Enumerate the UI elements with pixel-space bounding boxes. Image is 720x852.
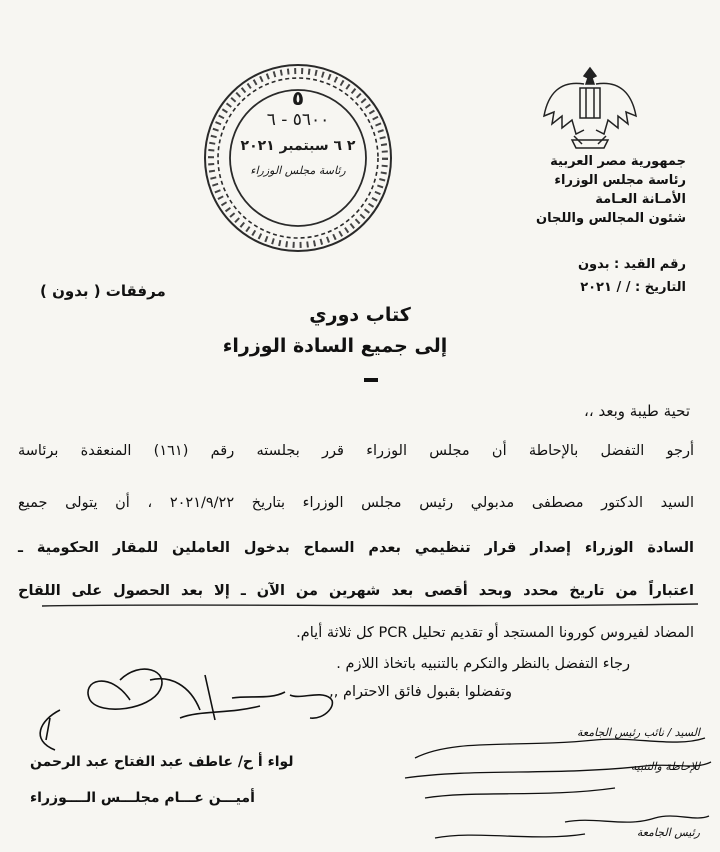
closing-line: وتفضلوا بقبول فائق الاحترام ,, [329, 684, 512, 700]
stamp-number: ٥٦٠٠ - ٦ [266, 110, 330, 130]
title-divider [364, 378, 378, 382]
body-line-2: السيد الدكتور مصطفى مدبولي رئيس مجلس الوزراء بتاريخ ٢٠٢١/٩/٢٢ ، أن يتولى جميع [18, 495, 694, 511]
body-line-3: السادة الوزراء إصدار قرار تنظيمي بعدم السماح بدخول العاملين للمقار الحكومية ـ [18, 540, 694, 556]
handwritten-note-1: السيد / نائب رئيس الجامعة [577, 726, 700, 739]
stamp-date: ٢ ٦ سبتمبر ٢٠٢١ [240, 138, 356, 154]
greeting: تحية طيبة وبعد ،، [584, 402, 690, 420]
header-line-cabinet: رئاسة مجلس الوزراء [554, 173, 686, 188]
circular-title: كتاب دوري [309, 304, 411, 326]
attachments-label: مرفقات ( بدون ) [40, 282, 166, 300]
underline-mark [40, 600, 700, 610]
header-line-department: شئون المجالس واللجان [535, 211, 686, 226]
body-line-6: رجاء التفضل بالنظر والتكرم بالتنبيه باتخاذ اللازم . [336, 656, 630, 672]
handwritten-note-2: للإحاطة والتنبيه [630, 760, 700, 773]
issuer-header [466, 152, 686, 228]
header-line-country: جمهورية مصر العربية [550, 154, 686, 169]
letter-date: التاريخ : / / ٢٠٢١ [580, 280, 686, 295]
body-line-4: اعتباراً من تاريخ محدد وبحد أقصى بعد شهرين من الآن ـ إلا بعد الحصول على اللقاح [18, 583, 694, 599]
stamp-number-top: ٥ [291, 86, 305, 110]
body-line-1: أرجو التفضل بالإحاطة أن مجلس الوزراء قرر بجلسته رقم (١٦١) المنعقدة برئاسة [18, 443, 695, 459]
record-number: رقم القيد : بدون [577, 257, 686, 272]
signatory-position: أميـــن عـــام مجلـــس الــــوزراء [30, 790, 255, 806]
stamp-signature: رئاسة مجلس الوزراء [250, 164, 346, 177]
egypt-eagle-emblem-icon [530, 58, 650, 158]
handwritten-note-3: رئيس الجامعة [636, 826, 700, 839]
header-line-secretariat: الأمـانة العـامة [595, 192, 686, 207]
received-stamp [198, 58, 398, 258]
body-line-5: المضاد لفيروس كورونا المستجد أو تقديم تحليل PCR كل ثلاثة أيام. [296, 625, 694, 641]
signatory-name: لواء أ ح/ عاطف عبد الفتاح عبد الرحمن [30, 754, 294, 770]
recipients-title: إلى جميع السادة الوزراء [222, 335, 448, 357]
